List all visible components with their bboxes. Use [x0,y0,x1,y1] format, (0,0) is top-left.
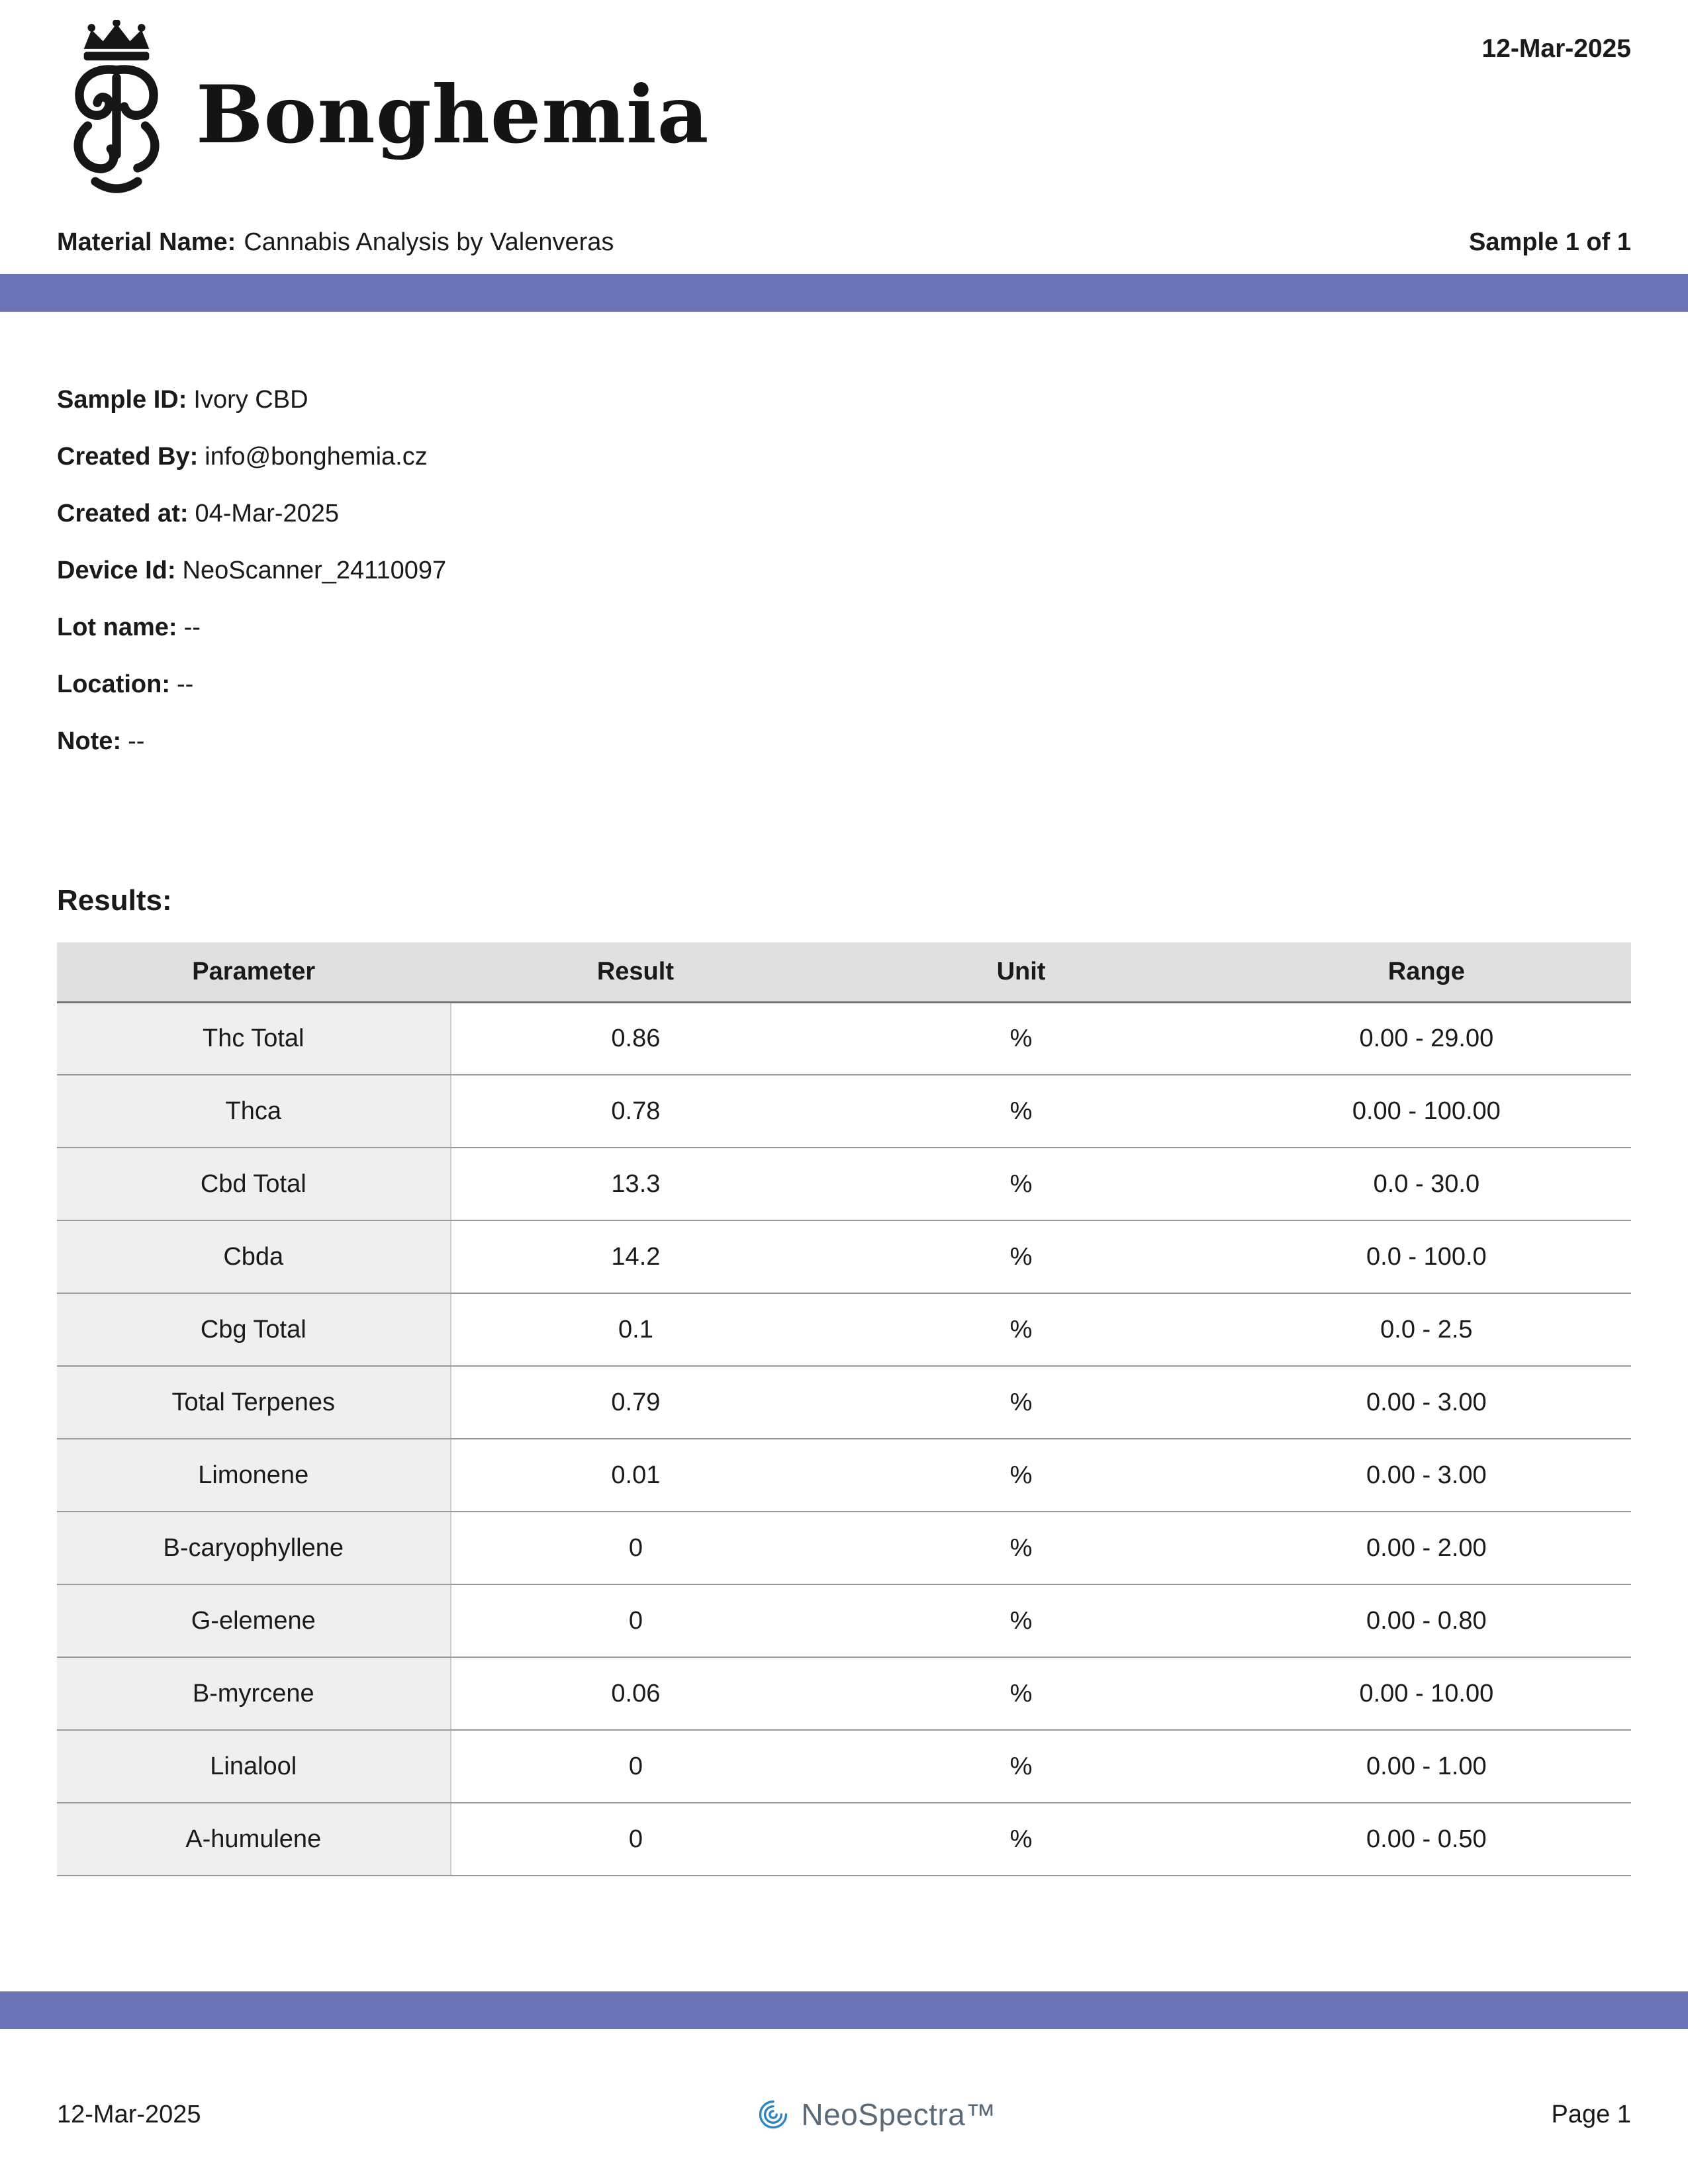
material-name-label: Material Name: [57,228,236,256]
meta-value: NeoScanner_24110097 [182,557,447,584]
result-cell: 0.01 [451,1439,821,1512]
parameter-cell: Limonene [57,1439,451,1512]
table-row [57,1730,1631,1803]
unit-cell: % [820,1293,1221,1366]
result-cell: 0 [451,1584,821,1657]
material-name-value: Cannabis Analysis by Valenveras [244,228,614,256]
range-cell: 0.00 - 3.00 [1222,1439,1631,1512]
parameter-cell: Cbda [57,1220,451,1293]
report-footer [57,2097,1631,2132]
unit-cell: % [820,1075,1221,1148]
sample-metadata [57,387,1631,786]
header-accent-bar [0,274,1688,312]
neospectra-arcs-icon [756,2097,790,2132]
meta-item-sample-id [57,387,1631,413]
meta-value: -- [176,670,194,698]
meta-value: info@bonghemia.cz [205,443,428,471]
sample-counter: Sample 1 of 1 [1469,228,1631,256]
table-row [57,1293,1631,1366]
range-cell: 0.0 - 30.0 [1222,1148,1631,1220]
range-cell: 0.00 - 2.00 [1222,1512,1631,1584]
meta-label: Note: [57,727,122,755]
brand-wordmark: Bonghemia [196,68,710,161]
parameter-cell: G-elemene [57,1584,451,1657]
range-cell: 0.0 - 2.5 [1222,1293,1631,1366]
result-cell: 0.1 [451,1293,821,1366]
footer-page-number: Page 1 [1551,2100,1631,2128]
footer-accent-bar [0,1991,1688,2029]
unit-cell: % [820,1730,1221,1803]
meta-item-lot-name [57,615,1631,641]
results-heading: Results: [57,884,172,917]
col-header-result: Result [451,942,821,1002]
range-cell: 0.00 - 100.00 [1222,1075,1631,1148]
meta-label: Location: [57,670,170,698]
meta-value: -- [128,727,145,755]
result-cell: 0 [451,1803,821,1876]
parameter-cell: A-humulene [57,1803,451,1876]
range-cell: 0.00 - 1.00 [1222,1730,1631,1803]
table-row [57,1803,1631,1876]
unit-cell: % [820,1002,1221,1075]
unit-cell: % [820,1803,1221,1876]
parameter-cell: Thc Total [57,1002,451,1075]
parameter-cell: Cbd Total [57,1148,451,1220]
neospectra-logo [756,2097,996,2132]
result-cell: 0.06 [451,1657,821,1730]
unit-cell: % [820,1148,1221,1220]
report-date: 12-Mar-2025 [1481,34,1631,63]
parameter-cell: B-caryophyllene [57,1512,451,1584]
meta-item-created-at [57,501,1631,527]
meta-item-note [57,729,1631,754]
range-cell: 0.00 - 10.00 [1222,1657,1631,1730]
result-cell: 14.2 [451,1220,821,1293]
unit-cell: % [820,1220,1221,1293]
unit-cell: % [820,1584,1221,1657]
table-row [57,1148,1631,1220]
result-cell: 0.78 [451,1075,821,1148]
range-cell: 0.00 - 29.00 [1222,1002,1631,1075]
table-row [57,1075,1631,1148]
table-header-row [57,942,1631,1002]
meta-value: 04-Mar-2025 [195,500,340,527]
results-table [57,942,1631,1876]
meta-label: Lot name: [57,614,177,641]
table-row [57,1220,1631,1293]
unit-cell: % [820,1366,1221,1439]
meta-label: Sample ID: [57,386,187,414]
parameter-cell: Cbg Total [57,1293,451,1366]
unit-cell: % [820,1439,1221,1512]
meta-item-location [57,672,1631,698]
table-row [57,1584,1631,1657]
unit-cell: % [820,1657,1221,1730]
col-header-parameter: Parameter [57,942,451,1002]
result-cell: 0 [451,1730,821,1803]
meta-value: Ivory CBD [193,386,308,414]
table-row [57,1439,1631,1512]
footer-date: 12-Mar-2025 [57,2100,201,2128]
table-row [57,1657,1631,1730]
col-header-unit: Unit [820,942,1221,1002]
range-cell: 0.0 - 100.0 [1222,1220,1631,1293]
result-cell: 0.86 [451,1002,821,1075]
range-cell: 0.00 - 0.50 [1222,1803,1631,1876]
parameter-cell: Thca [57,1075,451,1148]
meta-label: Created at: [57,500,189,527]
meta-label: Created By: [57,443,199,471]
parameter-cell: Total Terpenes [57,1366,451,1439]
bonghemia-lion-crest-icon [57,20,176,193]
range-cell: 0.00 - 0.80 [1222,1584,1631,1657]
footer-brand-text: NeoSpectra™ [801,2097,996,2132]
result-cell: 13.3 [451,1148,821,1220]
table-row [57,1002,1631,1075]
table-row [57,1366,1631,1439]
unit-cell: % [820,1512,1221,1584]
result-cell: 0 [451,1512,821,1584]
table-row [57,1512,1631,1584]
meta-value: -- [183,614,201,641]
meta-item-created-by [57,444,1631,470]
parameter-cell: B-myrcene [57,1657,451,1730]
range-cell: 0.00 - 3.00 [1222,1366,1631,1439]
col-header-range: Range [1222,942,1631,1002]
header-subline [57,228,1631,257]
parameter-cell: Linalool [57,1730,451,1803]
meta-item-device-id [57,558,1631,584]
brand-block [57,20,710,193]
result-cell: 0.79 [451,1366,821,1439]
material-name-line [57,228,614,257]
meta-label: Device Id: [57,557,176,584]
